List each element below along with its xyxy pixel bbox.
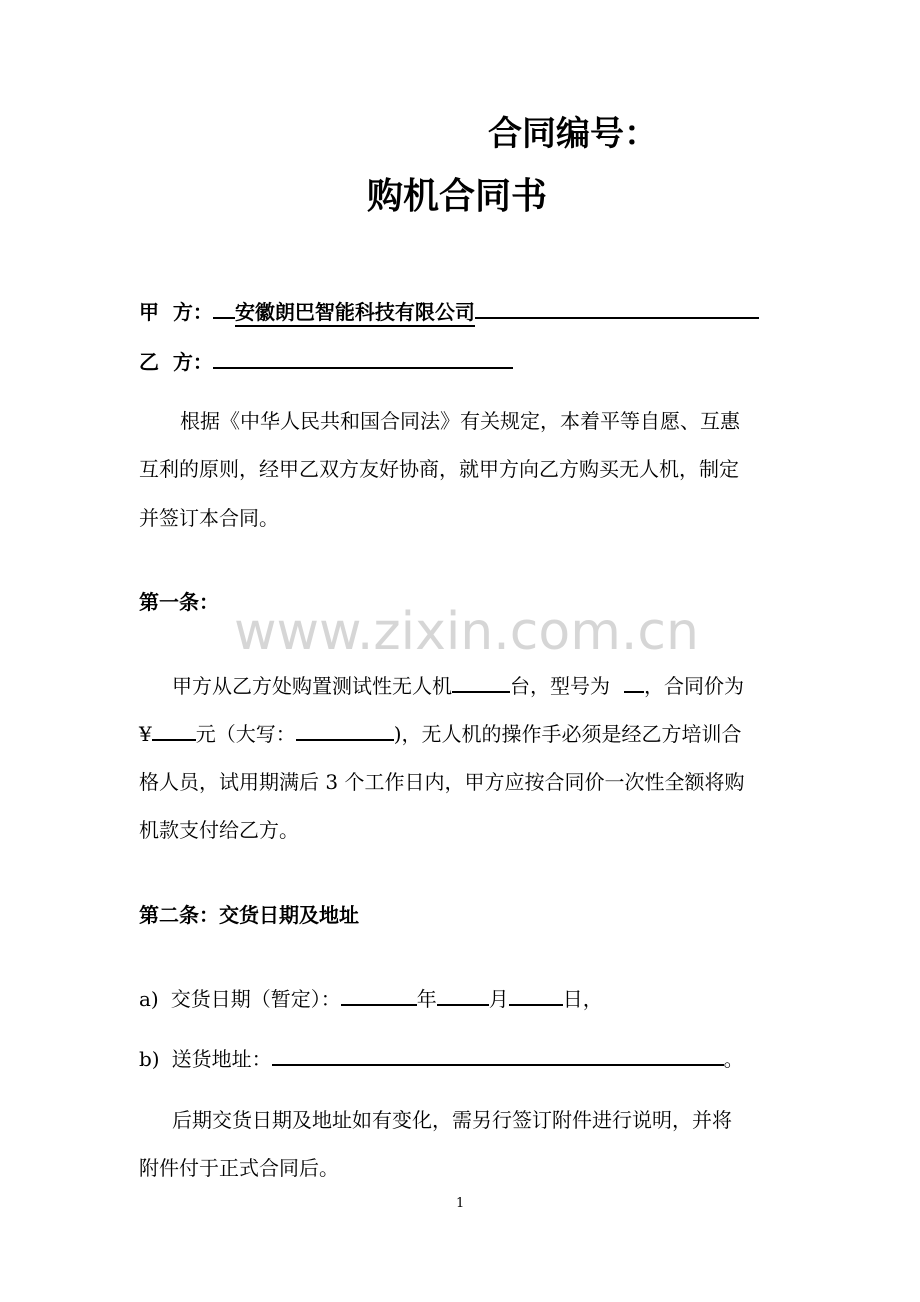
contract-number-label: 合同编号： — [488, 114, 658, 154]
party-a-suffix-blank — [475, 297, 759, 319]
note-line-1: 后期交货日期及地址如有变化，需另行签订附件进行说明，并将 — [172, 1108, 732, 1132]
day-label: 日， — [562, 987, 603, 1011]
quantity-blank — [452, 671, 510, 693]
currency-symbol: ¥ — [139, 722, 152, 746]
year-label: 年 — [416, 987, 437, 1011]
article-1-heading: 第一条： — [139, 590, 219, 614]
article-1-text-a: 甲方从乙方处购置测试性无人机 — [172, 674, 452, 698]
article-1-text-b: 台，型号为 — [510, 674, 610, 698]
address-blank — [272, 1044, 724, 1066]
article-1-line-3: 格人员，试用期满后 3 个工作日内，甲方应按合同价一次性全额将购 — [139, 770, 745, 794]
page-number: 1 — [456, 1196, 465, 1211]
delivery-address-line — [139, 1043, 744, 1072]
item-b-marker: b) — [139, 1047, 160, 1071]
article-1-text-e: )，无人机的操作手必须是经乙方培训合 — [393, 722, 742, 746]
intro-line-1: 根据《中华人民共和国合同法》有关规定，本着平等自愿、互惠 — [180, 409, 740, 433]
price-blank — [152, 719, 196, 741]
note-line-2: 附件付于正式合同后。 — [139, 1156, 339, 1180]
party-b-label: 乙 方： — [139, 350, 213, 374]
article-2-heading: 第二条：交货日期及地址 — [139, 903, 359, 927]
address-end: 。 — [723, 1047, 744, 1071]
delivery-address-label: 送货地址： — [171, 1047, 272, 1071]
price-in-words-blank — [296, 719, 394, 741]
party-b-blank — [213, 347, 513, 369]
article-1-text-c: ，合同价为 — [644, 674, 744, 698]
party-b-line — [139, 346, 513, 375]
intro-line-2: 互利的原则，经甲乙双方友好协商，就甲方向乙方购买无人机，制定 — [139, 457, 739, 481]
party-a-name: 安徽朗巴智能科技有限公司 — [235, 300, 475, 327]
article-1-line-4: 机款支付给乙方。 — [139, 818, 299, 842]
day-blank — [509, 984, 563, 1006]
month-label: 月 — [488, 987, 509, 1011]
intro-line-3: 并签订本合同。 — [139, 506, 279, 530]
model-blank — [624, 671, 644, 693]
party-a-line — [139, 296, 759, 325]
delivery-date-label: 交货日期（暂定）： — [170, 987, 341, 1011]
article-1-line-1 — [172, 670, 744, 699]
article-1-text-d: 元（大写： — [195, 722, 296, 746]
year-blank — [341, 984, 417, 1006]
watermark: www.zixin.com.cn — [234, 602, 699, 662]
item-a-marker: a) — [139, 987, 159, 1011]
delivery-date-line — [139, 983, 603, 1012]
month-blank — [437, 984, 489, 1006]
party-a-label: 甲 方： — [139, 300, 213, 324]
party-a-prefix-blank — [213, 297, 235, 319]
document-title: 购机合同书 — [367, 176, 548, 217]
article-1-line-2 — [139, 718, 742, 747]
